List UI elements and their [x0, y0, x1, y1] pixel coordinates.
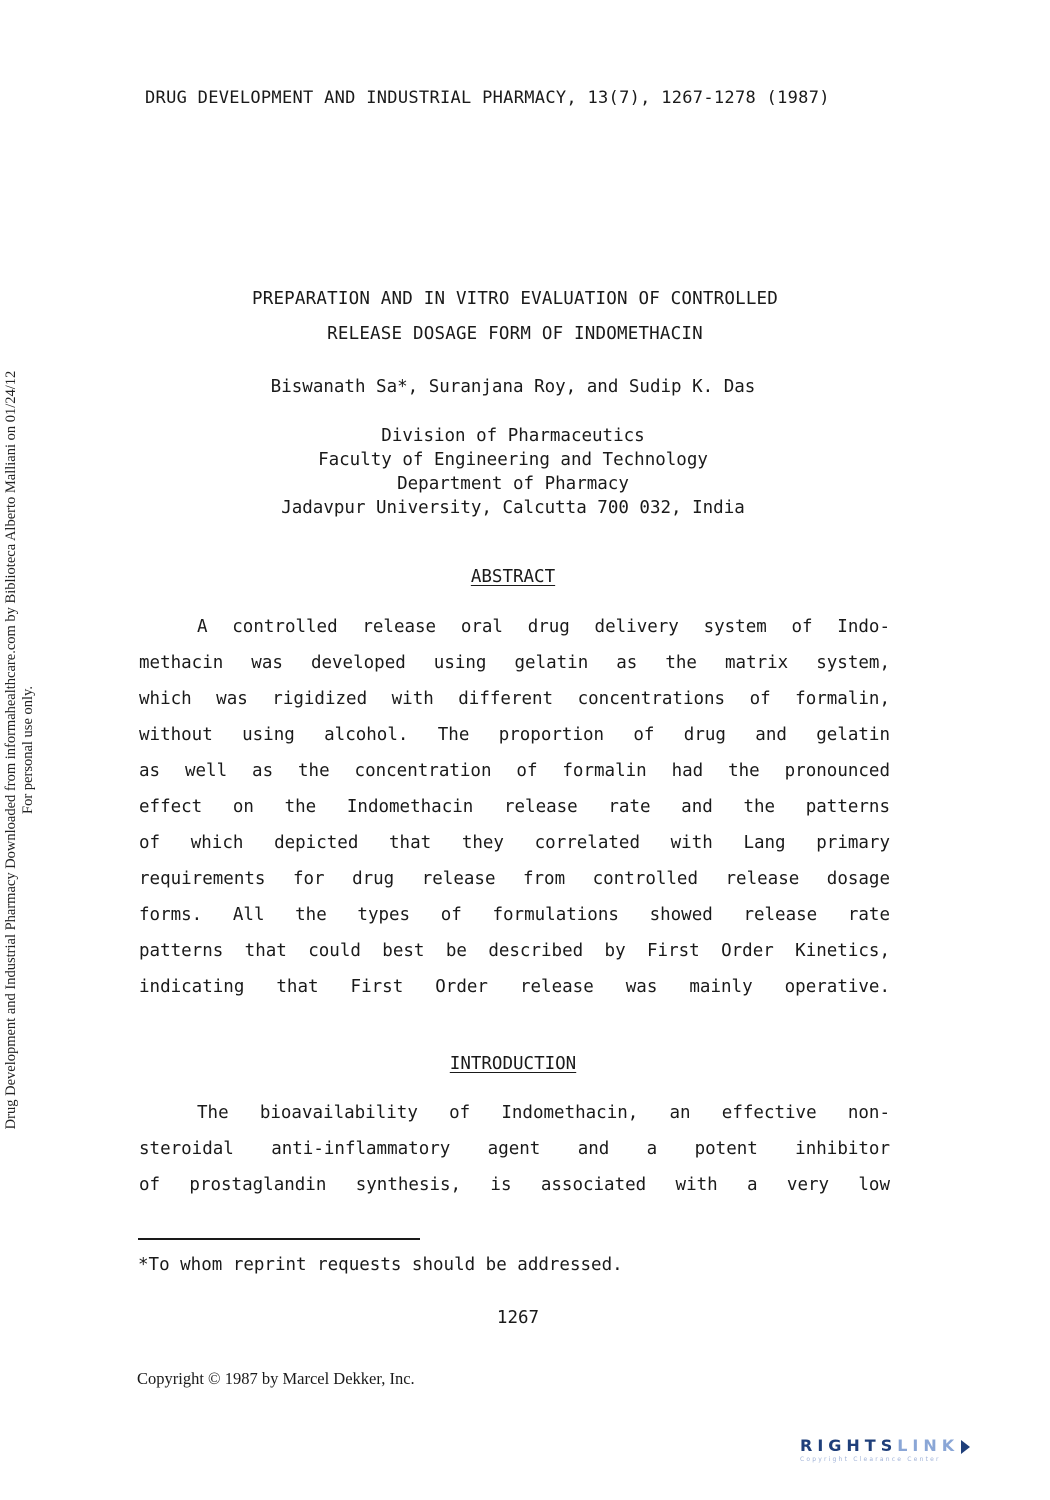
introduction-paragraph	[139, 1095, 890, 1203]
rightslink-logo[interactable]	[800, 1436, 1035, 1476]
footnote: *To whom reprint requests should be addressed.	[138, 1255, 623, 1275]
introduction-line: The bioavailability of Indomethacin, an effective non-	[197, 1103, 890, 1123]
abstract-line: without using alcohol. The proportion of drug and gelatin	[139, 725, 890, 745]
article-title	[0, 282, 1030, 352]
abstract-line: forms. All the types of formulations showed release rate	[139, 905, 890, 925]
journal-header: DRUG DEVELOPMENT AND INDUSTRIAL PHARMACY, 13(7), 1267-1278 (1987)	[145, 88, 830, 108]
side-notice-line-2: For personal use only.	[20, 686, 36, 814]
introduction-heading	[0, 1054, 1026, 1074]
abstract-heading	[0, 567, 1026, 587]
affiliation-line: Division of Pharmaceutics	[381, 426, 645, 446]
abstract-line: of which depicted that they correlated with Lang primary	[139, 833, 890, 853]
rightslink-tagline: Copyright Clearance Center	[800, 1456, 941, 1463]
abstract-heading-text: ABSTRACT	[470, 567, 556, 587]
abstract-paragraph	[139, 609, 890, 1005]
abstract-line: requirements for drug release from controlled release dosage	[139, 869, 890, 889]
copyright-notice: Copyright © 1987 by Marcel Dekker, Inc.	[137, 1369, 415, 1388]
affiliation-line: Jadavpur University, Calcutta 700 032, India	[281, 498, 745, 518]
footnote-rule	[138, 1238, 420, 1240]
introduction-line: of prostaglandin synthesis, is associated with a very low	[139, 1175, 890, 1195]
page-number: 1267	[496, 1308, 540, 1328]
rightslink-rights-text: RIGHTS	[800, 1436, 898, 1455]
rightslink-link-text: LINK	[897, 1436, 960, 1455]
abstract-line: which was rigidized with different concentrations of formalin,	[139, 689, 890, 709]
affiliation-block	[0, 424, 1026, 520]
title-line-1: PREPARATION AND IN VITRO EVALUATION OF CONTROLLED	[251, 289, 779, 309]
affiliation-line: Faculty of Engineering and Technology	[318, 450, 708, 470]
introduction-line: steroidal anti-inflammatory agent and a potent inhibitor	[139, 1139, 890, 1159]
rightslink-wordmark	[800, 1436, 1035, 1455]
abstract-line: A controlled release oral drug delivery system of Indo-	[197, 617, 890, 637]
side-download-notice	[0, 0, 40, 1500]
introduction-heading-text: INTRODUCTION	[449, 1054, 577, 1074]
abstract-line: effect on the Indomethacin release rate and the patterns	[139, 797, 890, 817]
affiliation-line: Department of Pharmacy	[397, 474, 629, 494]
side-notice-line-1: Drug Development and Industrial Pharmacy Downloaded from informahealthcare.com by Biblioteca Alberto Malliani on 01/24/12	[3, 370, 19, 1130]
title-line-2: RELEASE DOSAGE FORM OF INDOMETHACIN	[327, 324, 703, 344]
chevron-right-icon	[961, 1440, 970, 1454]
abstract-line: patterns that could best be described by First Order Kinetics,	[139, 941, 890, 961]
abstract-line: methacin was developed using gelatin as the matrix system,	[139, 653, 890, 673]
abstract-line: indicating that First Order release was mainly operative.	[139, 977, 890, 997]
abstract-line: as well as the concentration of formalin had the pronounced	[139, 761, 890, 781]
author-list: Biswanath Sa*, Suranjana Roy, and Sudip K. Das	[270, 377, 756, 397]
